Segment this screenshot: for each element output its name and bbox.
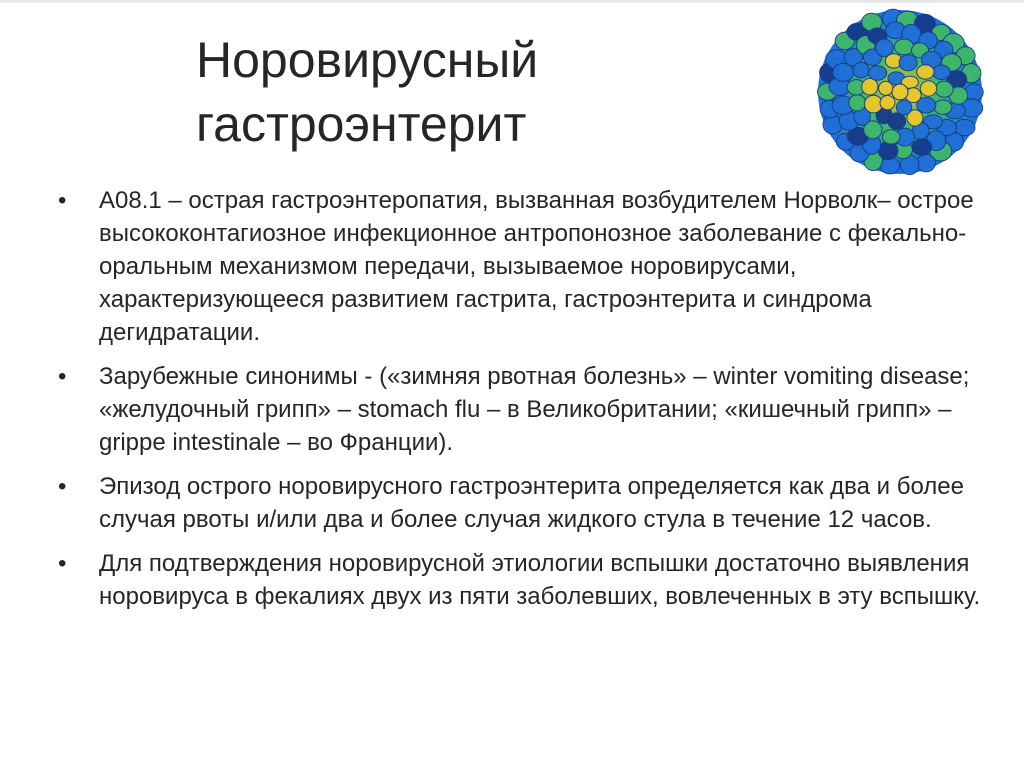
slide-title xyxy=(196,28,756,156)
virus-protein-knob xyxy=(917,154,936,172)
bullet-list xyxy=(58,184,988,624)
virus-protein-knob xyxy=(934,100,952,114)
virus-core xyxy=(892,84,908,100)
virus-protein-knob xyxy=(882,130,900,144)
virus-protein-knob xyxy=(899,55,917,71)
bullet-text: Зарубежные синонимы - («зимняя рвотная болезнь» – winter vomiting disease; «желудочный грипп» – stomach flu – в Великобритании; «кишечный грипп» – grippe intestinale – во Франции). xyxy=(99,363,970,456)
bullet-item-4 xyxy=(58,547,988,613)
virus-protein-knob xyxy=(868,66,886,81)
bullet-marker: • xyxy=(58,550,67,577)
bullet-item-1 xyxy=(58,184,988,349)
virus-protein-knob xyxy=(853,62,869,78)
virus-protein-knob xyxy=(894,39,913,55)
bullet-marker: • xyxy=(58,187,67,214)
bullet-item-3 xyxy=(58,470,988,536)
bullet-text: Эпизод острого норовирусного гастроэнтерита определяется как два и более случая рвоты и/или два и более случая жидкого стула в течение 12 часов. xyxy=(99,473,964,533)
bullet-text: Для подтверждения норовирусной этиологии вспышки достаточно выявления норовируса в фекалиях двух из пяти заболевших, вовлеченных в эту вспышку. xyxy=(99,550,981,610)
bullet-marker: • xyxy=(58,363,67,390)
bullet-text: А08.1 – острая гастроэнтеропатия, вызванная возбудителем Норволк– острое высококонтагиозное инфекционное антропонозное заболевание с фекально-оральным механизмом передачи, вызываемое норовирусами, характеризующееся развитием гастрита, гастроэнтерита и синдрома дегидратации. xyxy=(99,187,974,346)
virus-protein-knob xyxy=(880,96,895,110)
bullet-item-2 xyxy=(58,360,988,459)
bullet-marker: • xyxy=(58,473,67,500)
virus-protein-knob xyxy=(917,65,934,79)
virus-protein-knob xyxy=(920,81,936,96)
slide-top-border xyxy=(0,0,1024,3)
slide-title-line-1: Норовирусный xyxy=(196,32,539,88)
virus-protein-knob xyxy=(912,139,931,155)
virus-protein-knob xyxy=(933,65,951,80)
norovirus-particle-icon xyxy=(808,4,992,180)
slide-title-line-2: гастроэнтерит xyxy=(196,96,527,152)
virus-protein-knob xyxy=(935,81,953,97)
virus-protein-knob xyxy=(862,78,878,95)
virus-protein-knob xyxy=(849,95,866,111)
